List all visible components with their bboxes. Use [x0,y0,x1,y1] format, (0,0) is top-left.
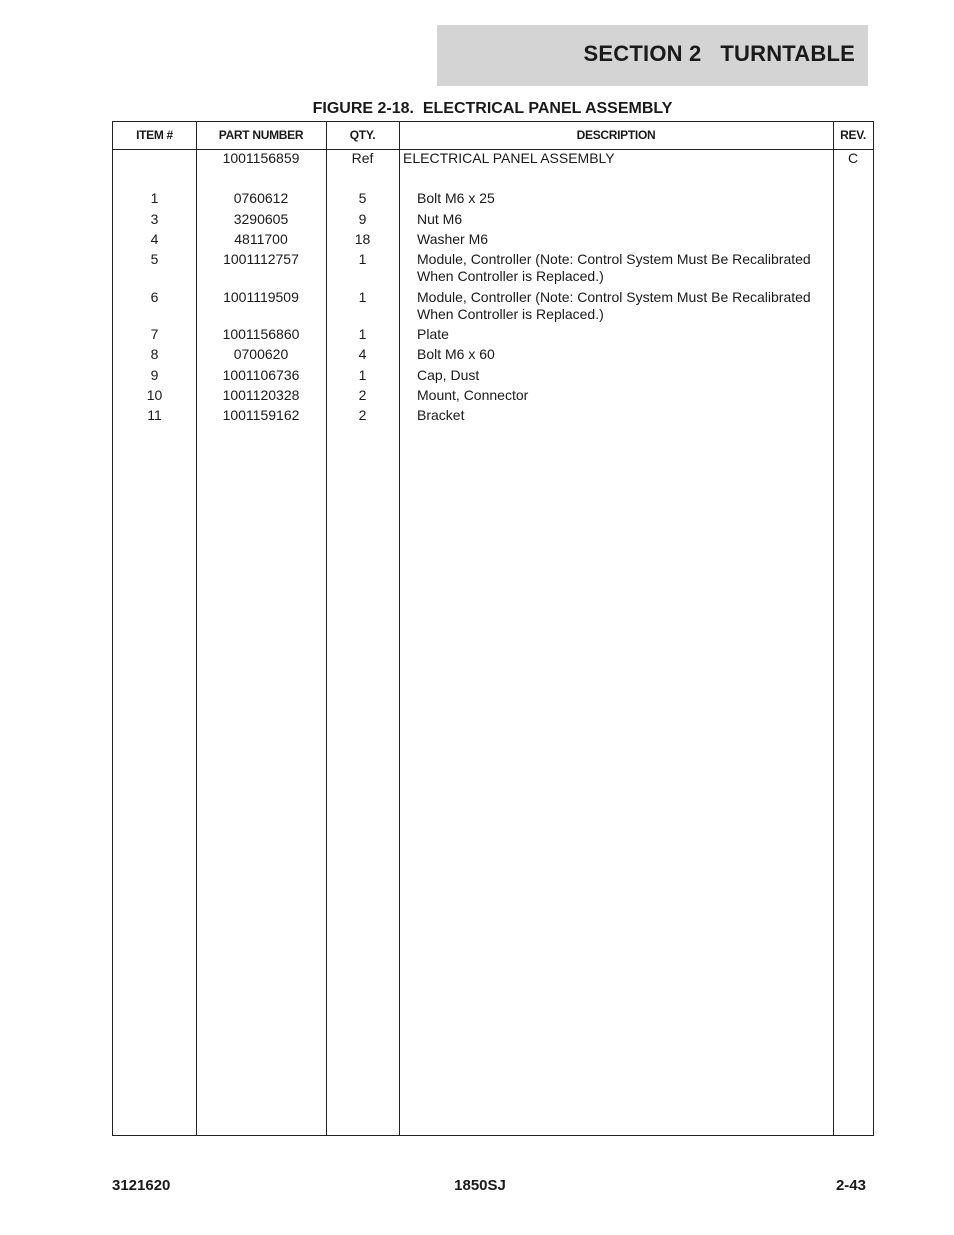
column-divider [196,122,197,1135]
description: Module, Controller (Note: Control System Must Be Recalibrated When Controller is Replaced.) [417,289,811,322]
description: Plate [417,326,449,342]
item-number: 6 [150,289,159,305]
item-number: 3 [150,211,159,227]
part-number: 1001120328 [222,387,300,403]
footer-model: 1850SJ [454,1177,506,1194]
part-number: 0700620 [233,346,289,362]
section-banner [437,25,868,86]
column-header-rev: REV. [840,128,866,142]
part-number: 4811700 [234,231,288,247]
section-title: SECTION 2 TURNTABLE [583,41,855,66]
description: Module, Controller (Note: Control System Must Be Recalibrated When Controller is Replaced.) [417,251,811,284]
column-header-qty: QTY. [349,128,376,142]
part-number: 3290605 [233,211,289,227]
item-number: 5 [150,251,159,267]
description: Washer M6 [417,231,489,247]
quantity: 5 [358,190,367,206]
item-number: 11 [147,407,162,423]
quantity: 18 [354,231,371,247]
quantity: 2 [358,387,367,403]
column-header-part-number: PART NUMBER [218,128,304,142]
description: Bolt M6 x 60 [417,346,495,362]
item-number: 4 [150,231,159,247]
quantity: 1 [358,367,367,383]
column-header-description: DESCRIPTION [576,128,656,142]
part-number: 1001156860 [222,326,300,342]
quantity: 2 [358,407,367,423]
quantity: 9 [358,211,367,227]
item-number: 9 [150,367,159,383]
item-number: 7 [150,326,159,342]
footer-page-number: 2-43 [835,1177,866,1194]
assembly-qty: Ref [351,150,374,166]
quantity: 1 [358,326,367,342]
description: Mount, Connector [417,387,529,403]
description: Bolt M6 x 25 [417,190,495,206]
part-number: 0760612 [233,190,289,206]
part-number: 1001106736 [222,367,300,383]
part-number: 1001159162 [222,407,300,423]
column-divider [833,122,834,1135]
footer-doc-number: 3121620 [112,1177,171,1194]
quantity: 1 [358,289,367,305]
assembly-part-number: 1001156859 [222,150,300,166]
assembly-description: ELECTRICAL PANEL ASSEMBLY [403,150,615,166]
item-number: 1 [150,190,159,206]
quantity: 1 [358,251,367,267]
table-header [113,122,873,150]
parts-table [112,121,874,1136]
part-number: 1001112757 [223,251,299,267]
description: Cap, Dust [417,367,480,383]
column-header-item: ITEM # [136,128,173,142]
figure-title: FIGURE 2-18. ELECTRICAL PANEL ASSEMBLY [312,100,673,117]
quantity: 4 [358,346,367,362]
part-number: 1001119509 [223,289,299,305]
item-number: 10 [146,387,163,403]
description: Nut M6 [417,211,463,227]
assembly-rev: C [847,150,859,166]
item-number: 8 [150,346,159,362]
column-divider [326,122,327,1135]
description: Bracket [417,407,465,423]
